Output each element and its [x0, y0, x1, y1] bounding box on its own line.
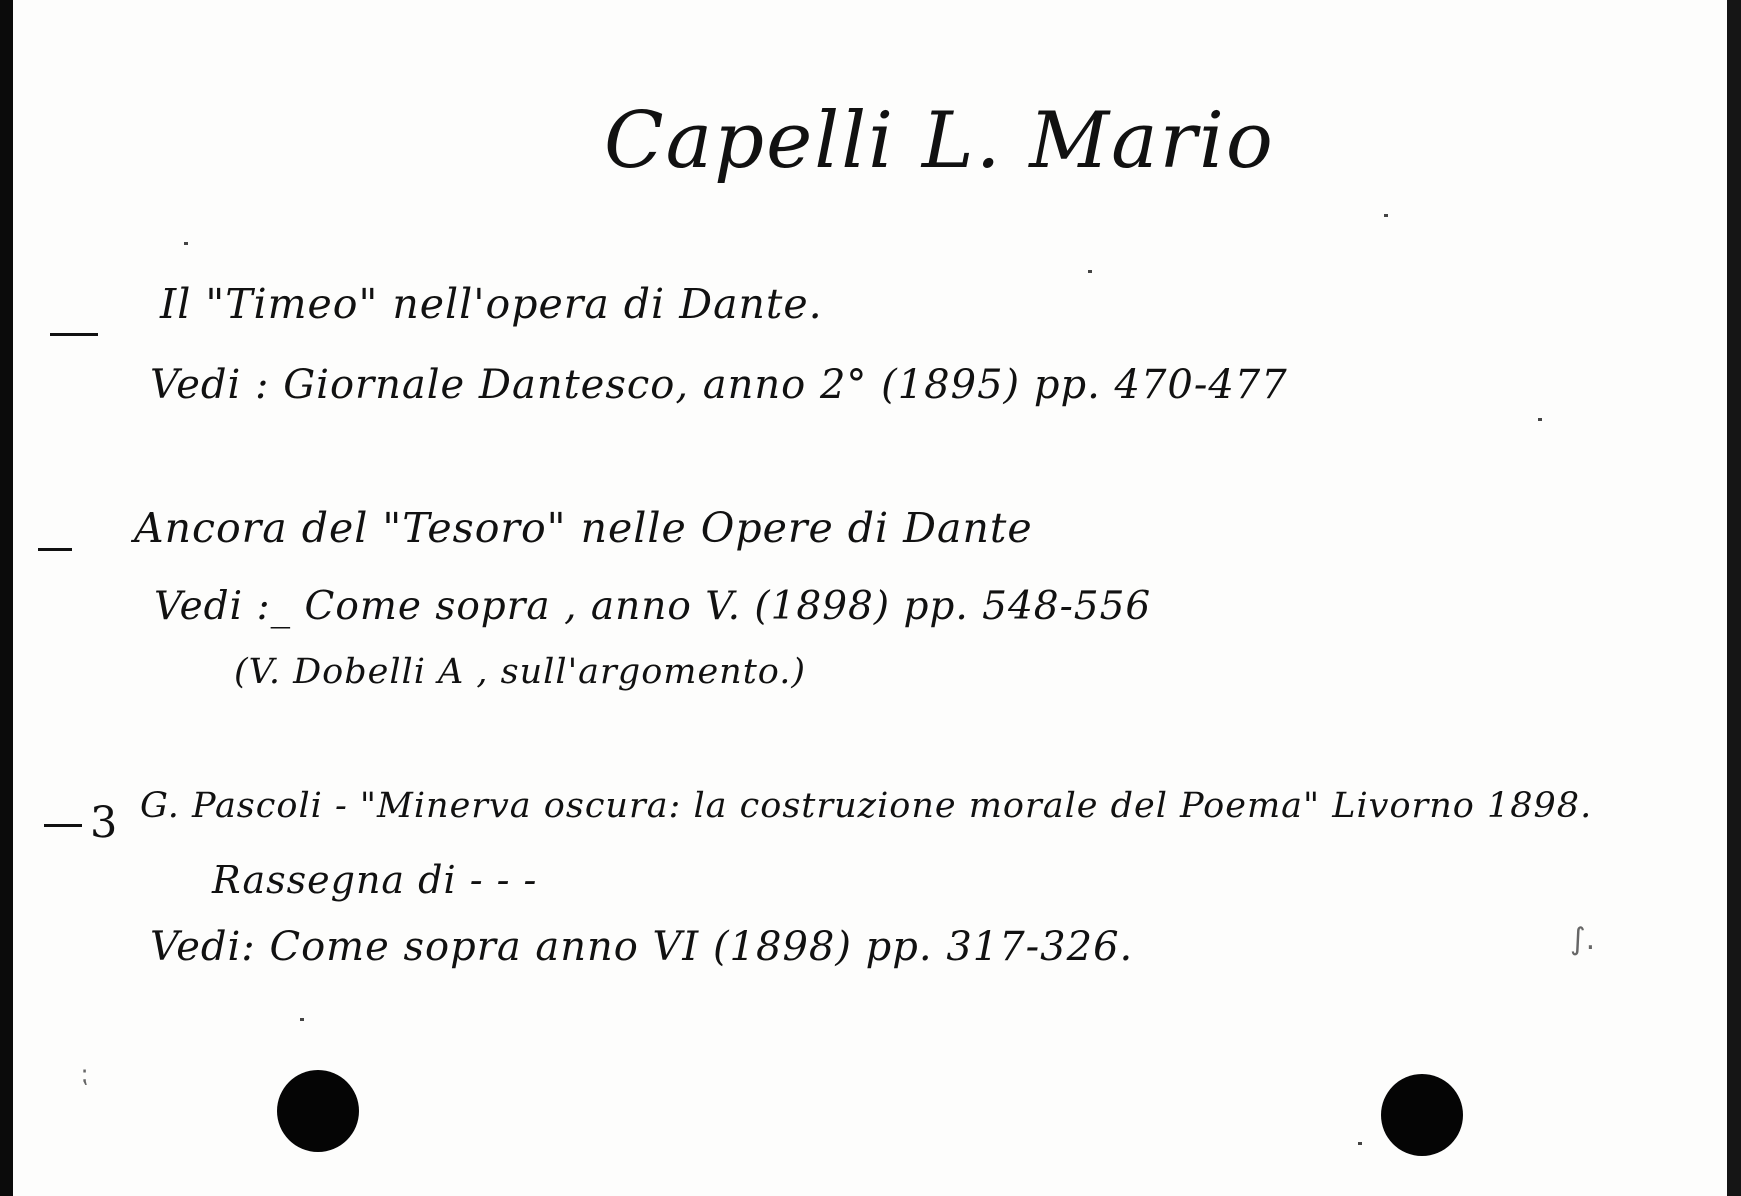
punch-hole-left — [277, 1070, 359, 1152]
entry-3-dash — [44, 824, 82, 827]
card-title: Capelli L. Mario — [604, 96, 1275, 186]
speck — [1538, 418, 1542, 421]
speck — [1088, 270, 1092, 273]
entry-2-note: (V. Dobelli A , sull'argomento.) — [234, 652, 807, 692]
speck — [1358, 1142, 1362, 1145]
entry-3-reference: Vedi: Come sopra anno VI (1898) pp. 317-326. — [150, 924, 1134, 970]
entry-3-number: 3 — [90, 798, 119, 848]
entry-1-title: Il "Timeo" nell'opera di Dante. — [160, 280, 823, 328]
card-left-border — [0, 0, 13, 1196]
punch-hole-right — [1381, 1074, 1463, 1156]
speck — [300, 1018, 304, 1021]
entry-1-dash — [50, 333, 98, 336]
speck — [184, 242, 188, 245]
entry-2-reference: Vedi :_ Come sopra , anno V. (1898) pp. 548-556 — [154, 584, 1152, 629]
margin-mark: ⁏ — [80, 1060, 89, 1088]
entry-3-subtitle: Rassegna di - - - — [212, 858, 538, 902]
speck — [1384, 214, 1388, 217]
pencil-mark: ∫. — [1570, 922, 1596, 957]
entry-1-reference: Vedi : Giornale Dantesco, anno 2° (1895) pp. 470-477 — [150, 362, 1288, 408]
card-right-border — [1727, 0, 1741, 1196]
entry-2-dash — [38, 548, 72, 551]
entry-2-title: Ancora del "Tesoro" nelle Opere di Dante — [134, 504, 1033, 552]
entry-3-title: G. Pascoli - "Minerva oscura: la costruzione morale del Poema" Livorno 1898. — [140, 786, 1593, 826]
